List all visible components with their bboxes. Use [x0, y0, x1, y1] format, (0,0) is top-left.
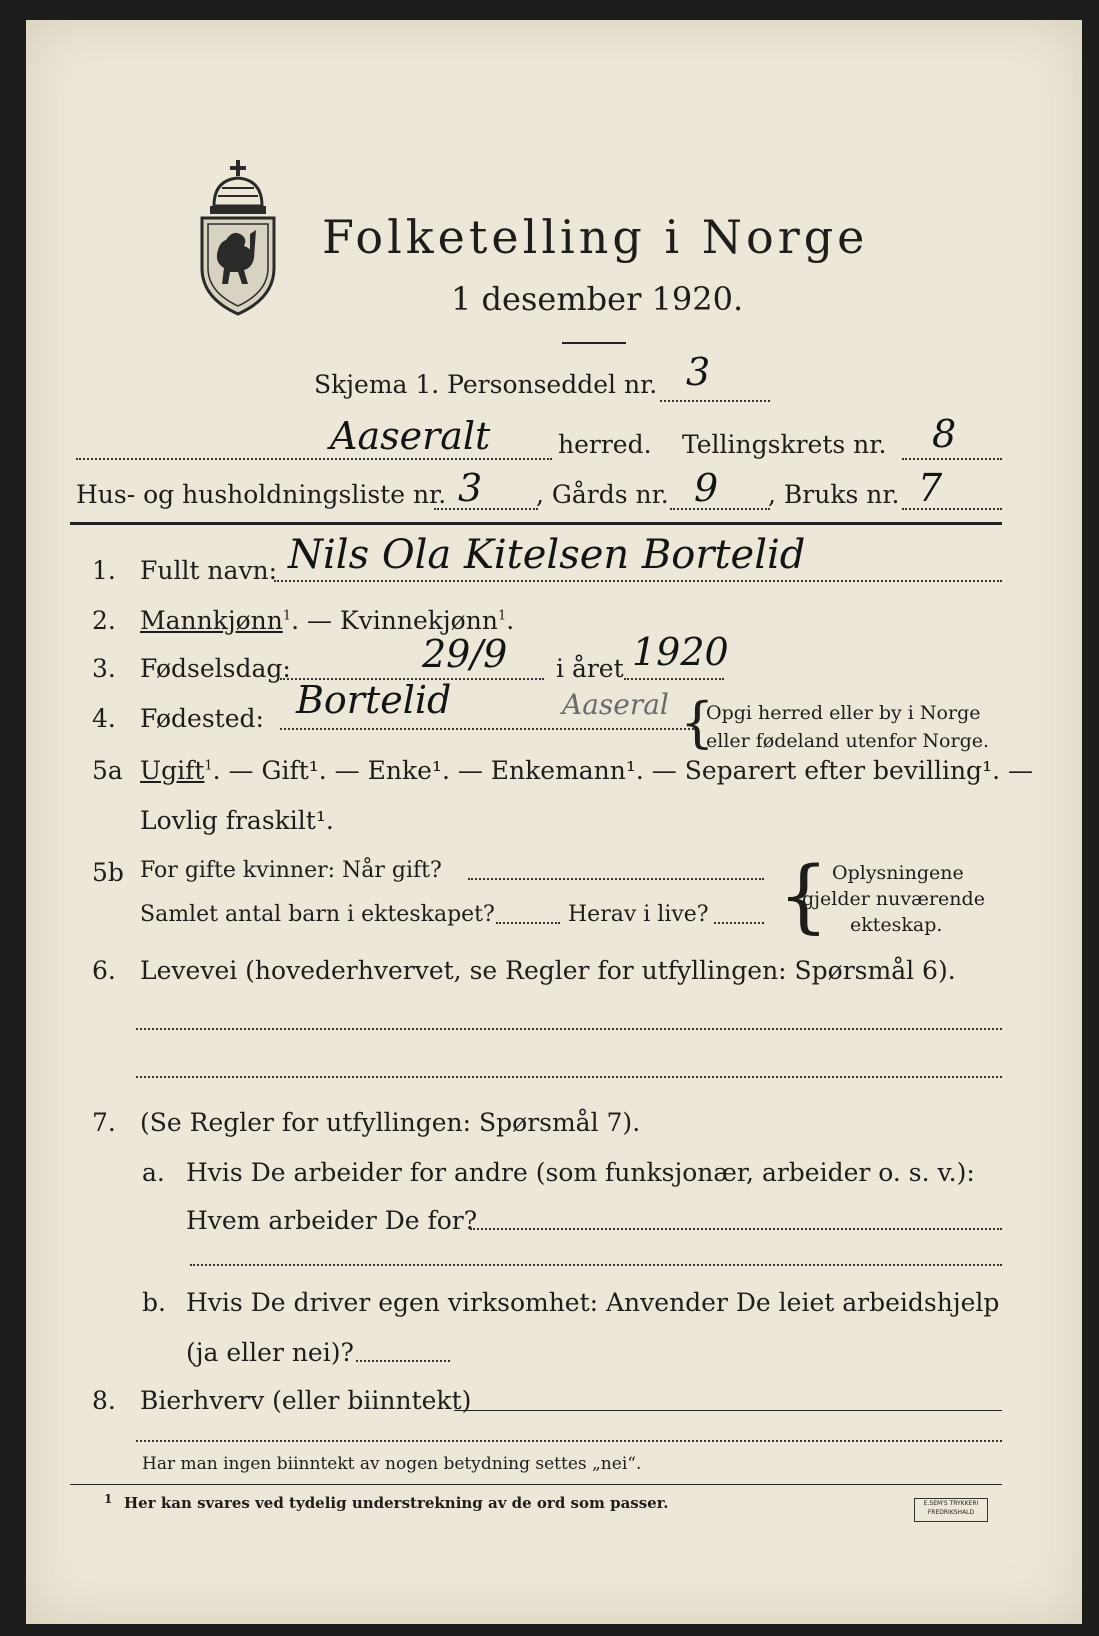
hus-label: Hus- og husholdningsliste nr.	[76, 480, 447, 509]
q2-female: Kvinnekjønn	[339, 606, 498, 635]
q1-full-name: Nils Ola Kitelsen Bortelid	[288, 532, 806, 578]
q5a-line2: Lovlig fraskilt¹.	[140, 806, 334, 835]
q3-birthday: 29/9	[422, 632, 508, 676]
q4-place2: Aaseral	[562, 688, 669, 721]
tellingskrets-label: Tellingskrets nr.	[682, 430, 887, 459]
q7-number: 7.	[92, 1108, 116, 1137]
q3-number: 3.	[92, 654, 116, 683]
footnote-mark: 1	[104, 1492, 113, 1506]
q7-label: (Se Regler for utfyllingen: Spørsmål 7).	[140, 1108, 641, 1137]
q5a-rest: . — Gift¹. — Enke¹. — Enkemann¹. — Separert efter bevilling¹. —	[212, 756, 1033, 785]
q5b-note1: Oplysningene	[832, 862, 964, 884]
q5b-note3: ekteskap.	[850, 914, 943, 936]
q3-year-label: i året	[556, 654, 624, 683]
q7b-number: b.	[142, 1288, 166, 1317]
q7a-number: a.	[142, 1158, 165, 1187]
title-divider	[562, 342, 626, 344]
q4-note2: eller fødeland utenfor Norge.	[706, 730, 990, 752]
q6-line2	[136, 1076, 1002, 1078]
hus-line	[434, 508, 538, 510]
printer-stamp	[914, 1498, 988, 1522]
biinntekt-note: Har man ingen biinntekt av nogen betydning settes „nei“.	[142, 1454, 642, 1474]
q4-note1: Opgi herred eller by i Norge	[706, 702, 981, 724]
q5a-options: Ugift$^1$. — Gift¹. — Enke¹. — Enkemann¹. — Separert efter bevilling¹. —	[140, 756, 1033, 785]
q8-number: 8.	[92, 1386, 116, 1415]
q5b-number: 5b	[92, 858, 124, 887]
q6-label: Levevei (hovederhvervet, se Regler for utfyllingen: Spørsmål 6).	[140, 956, 956, 985]
q5b-children-line	[496, 922, 560, 924]
q5b-alive: Herav i live?	[568, 902, 709, 927]
norwegian-coat-of-arms-icon	[196, 158, 280, 316]
q4-brace: {	[680, 691, 715, 754]
footnote-text: Her kan svares ved tydelig understrekning av de ord som passer.	[124, 1494, 669, 1512]
herred-label: herred.	[558, 430, 652, 459]
q2-end: .	[506, 606, 515, 635]
header-divider	[70, 522, 1002, 525]
printer-line1: E.SEM'S TRYKKERI	[923, 1500, 979, 1507]
q2-sep: . —	[291, 606, 340, 635]
q7b-line	[356, 1360, 450, 1362]
q5b-alive-line	[714, 922, 764, 924]
tellingskrets-value: 8	[932, 412, 957, 456]
q5b-brace: {	[778, 849, 829, 942]
q7a-line-extra	[190, 1264, 1002, 1266]
q1-number: 1.	[92, 556, 116, 585]
census-form-page	[26, 20, 1082, 1624]
q4-line	[280, 728, 694, 730]
q3-label: Fødselsdag:	[140, 654, 291, 683]
q3-year: 1920	[632, 630, 729, 674]
printer-line2: FREDRIKSHALD	[927, 1509, 975, 1516]
form-title: Folketelling i Norge	[322, 210, 869, 264]
q5a-number: 5a	[92, 756, 123, 785]
bruks-value: 7	[918, 466, 943, 510]
hus-value: 3	[458, 466, 483, 510]
herred-value: Aaseralt	[330, 414, 491, 458]
q1-label: Fullt navn:	[140, 556, 278, 585]
q6-number: 6.	[92, 956, 116, 985]
q7b-line1: Hvis De driver egen virksomhet: Anvender De leiet arbeidshjelp	[186, 1288, 1000, 1317]
bruks-label: , Bruks nr.	[768, 480, 900, 509]
q5a-ugift: Ugift	[140, 756, 205, 785]
census-date: 1 desember 1920.	[451, 280, 744, 318]
q3-year-line	[624, 678, 724, 680]
q6-line1	[136, 1028, 1002, 1030]
herred-line	[76, 458, 552, 460]
gards-value: 9	[694, 466, 719, 510]
q5b-line1: For gifte kvinner: Når gift?	[140, 858, 442, 883]
gards-line	[670, 508, 770, 510]
tellingskrets-line	[902, 458, 1002, 460]
q5b-married-line	[468, 878, 764, 880]
q8-line	[454, 1410, 1002, 1411]
schema-label: Skjema 1. Personseddel nr.	[314, 370, 658, 399]
q2-male: Mannkjønn	[140, 606, 283, 635]
q8-line-extra	[136, 1440, 1002, 1442]
q2-sex: Mannkjønn$^1$. — Kvinnekjønn$^1$.	[140, 606, 515, 635]
q7b-line2: (ja eller nei)?	[186, 1338, 354, 1367]
q2-number: 2.	[92, 606, 116, 635]
gards-label: , Gårds nr.	[536, 480, 669, 509]
q5b-children: Samlet antal barn i ekteskapet?	[140, 902, 495, 927]
q4-place: Bortelid	[296, 678, 452, 722]
q4-number: 4.	[92, 704, 116, 733]
q7a-line2: Hvem arbeider De for?	[186, 1206, 478, 1235]
q5b-note2: gjelder nuværende	[802, 888, 985, 910]
q7a-line1: Hvis De arbeider for andre (som funksjonær, arbeider o. s. v.):	[186, 1158, 975, 1187]
footnote-divider	[70, 1484, 1002, 1485]
q1-line	[274, 580, 1002, 582]
q4-label: Fødested:	[140, 704, 264, 733]
person-no-line	[660, 400, 770, 402]
q7a-line	[470, 1228, 1002, 1230]
q8-label: Bierhverv (eller biinntekt)	[140, 1386, 472, 1415]
person-no-value: 3	[686, 350, 711, 394]
bruks-line	[902, 508, 1002, 510]
